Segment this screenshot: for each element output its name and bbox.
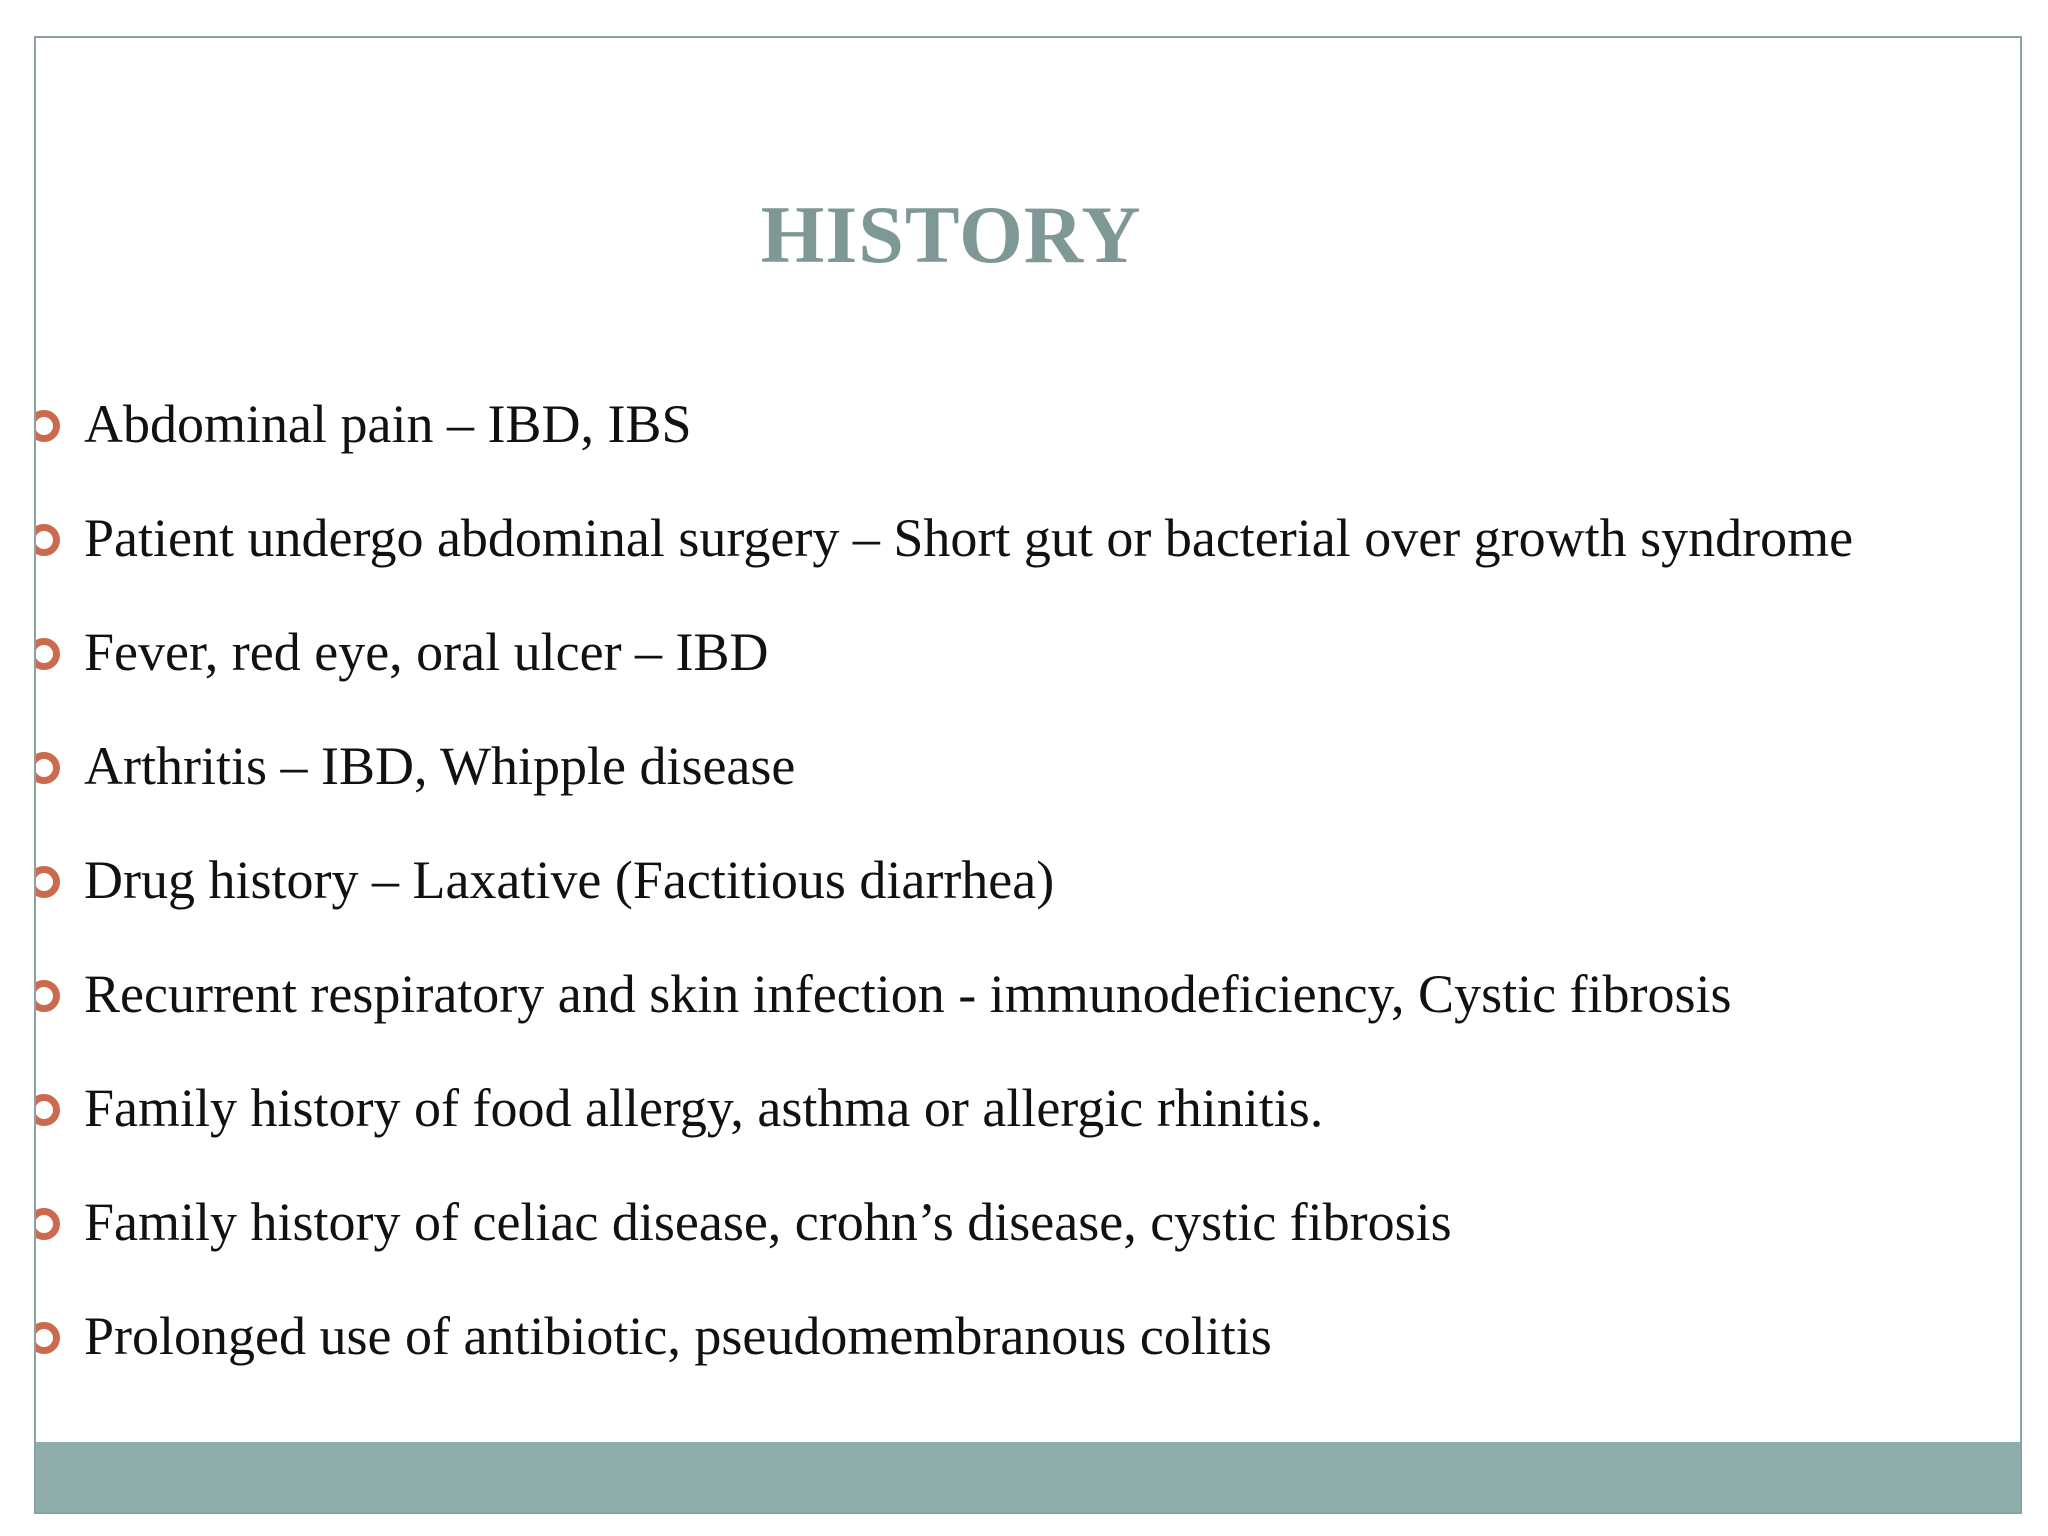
bullet-text: Prolonged use of antibiotic, pseudomembranous colitis [84, 1306, 1272, 1366]
slide [34, 36, 2022, 1514]
bullet-text: Family history of food allergy, asthma or allergic rhinitis. [84, 1078, 1324, 1138]
circle-bullet-icon [34, 980, 60, 1012]
circle-bullet-icon [34, 866, 60, 898]
footer-bar [36, 1442, 2020, 1512]
bullet-item [36, 1065, 2022, 1151]
circle-bullet-icon [34, 410, 60, 442]
bullet-text: Patient undergo abdominal surgery – Short gut or bacterial over growth syndrome [84, 508, 1854, 568]
circle-bullet-icon [34, 638, 60, 670]
bullet-text: Arthritis – IBD, Whipple disease [84, 736, 796, 796]
bullet-item [36, 495, 1944, 581]
bullet-item [36, 1293, 2022, 1379]
slide-title: HISTORY [760, 189, 1142, 280]
bullet-text: Drug history – Laxative (Factitious diarrhea) [84, 850, 1055, 910]
circle-bullet-icon [34, 752, 60, 784]
circle-bullet-icon [34, 1322, 60, 1354]
bullet-list [36, 381, 2022, 1407]
bullet-item [36, 951, 2022, 1037]
circle-bullet-icon [34, 524, 60, 556]
bullet-text: Fever, red eye, oral ulcer – IBD [84, 622, 769, 682]
bullet-item [36, 1179, 2022, 1265]
bullet-item [36, 609, 2022, 695]
bullet-text: Recurrent respiratory and skin infection - immunodeficiency, Cystic fibrosis [84, 964, 1732, 1024]
bullet-item [36, 837, 2022, 923]
bullet-text: Abdominal pain – IBD, IBS [84, 394, 692, 454]
bullet-item [36, 723, 2022, 809]
bullet-text: Family history of celiac disease, crohn’s disease, cystic fibrosis [84, 1192, 1452, 1252]
bullet-item [36, 381, 2022, 467]
circle-bullet-icon [34, 1208, 60, 1240]
circle-bullet-icon [34, 1094, 60, 1126]
